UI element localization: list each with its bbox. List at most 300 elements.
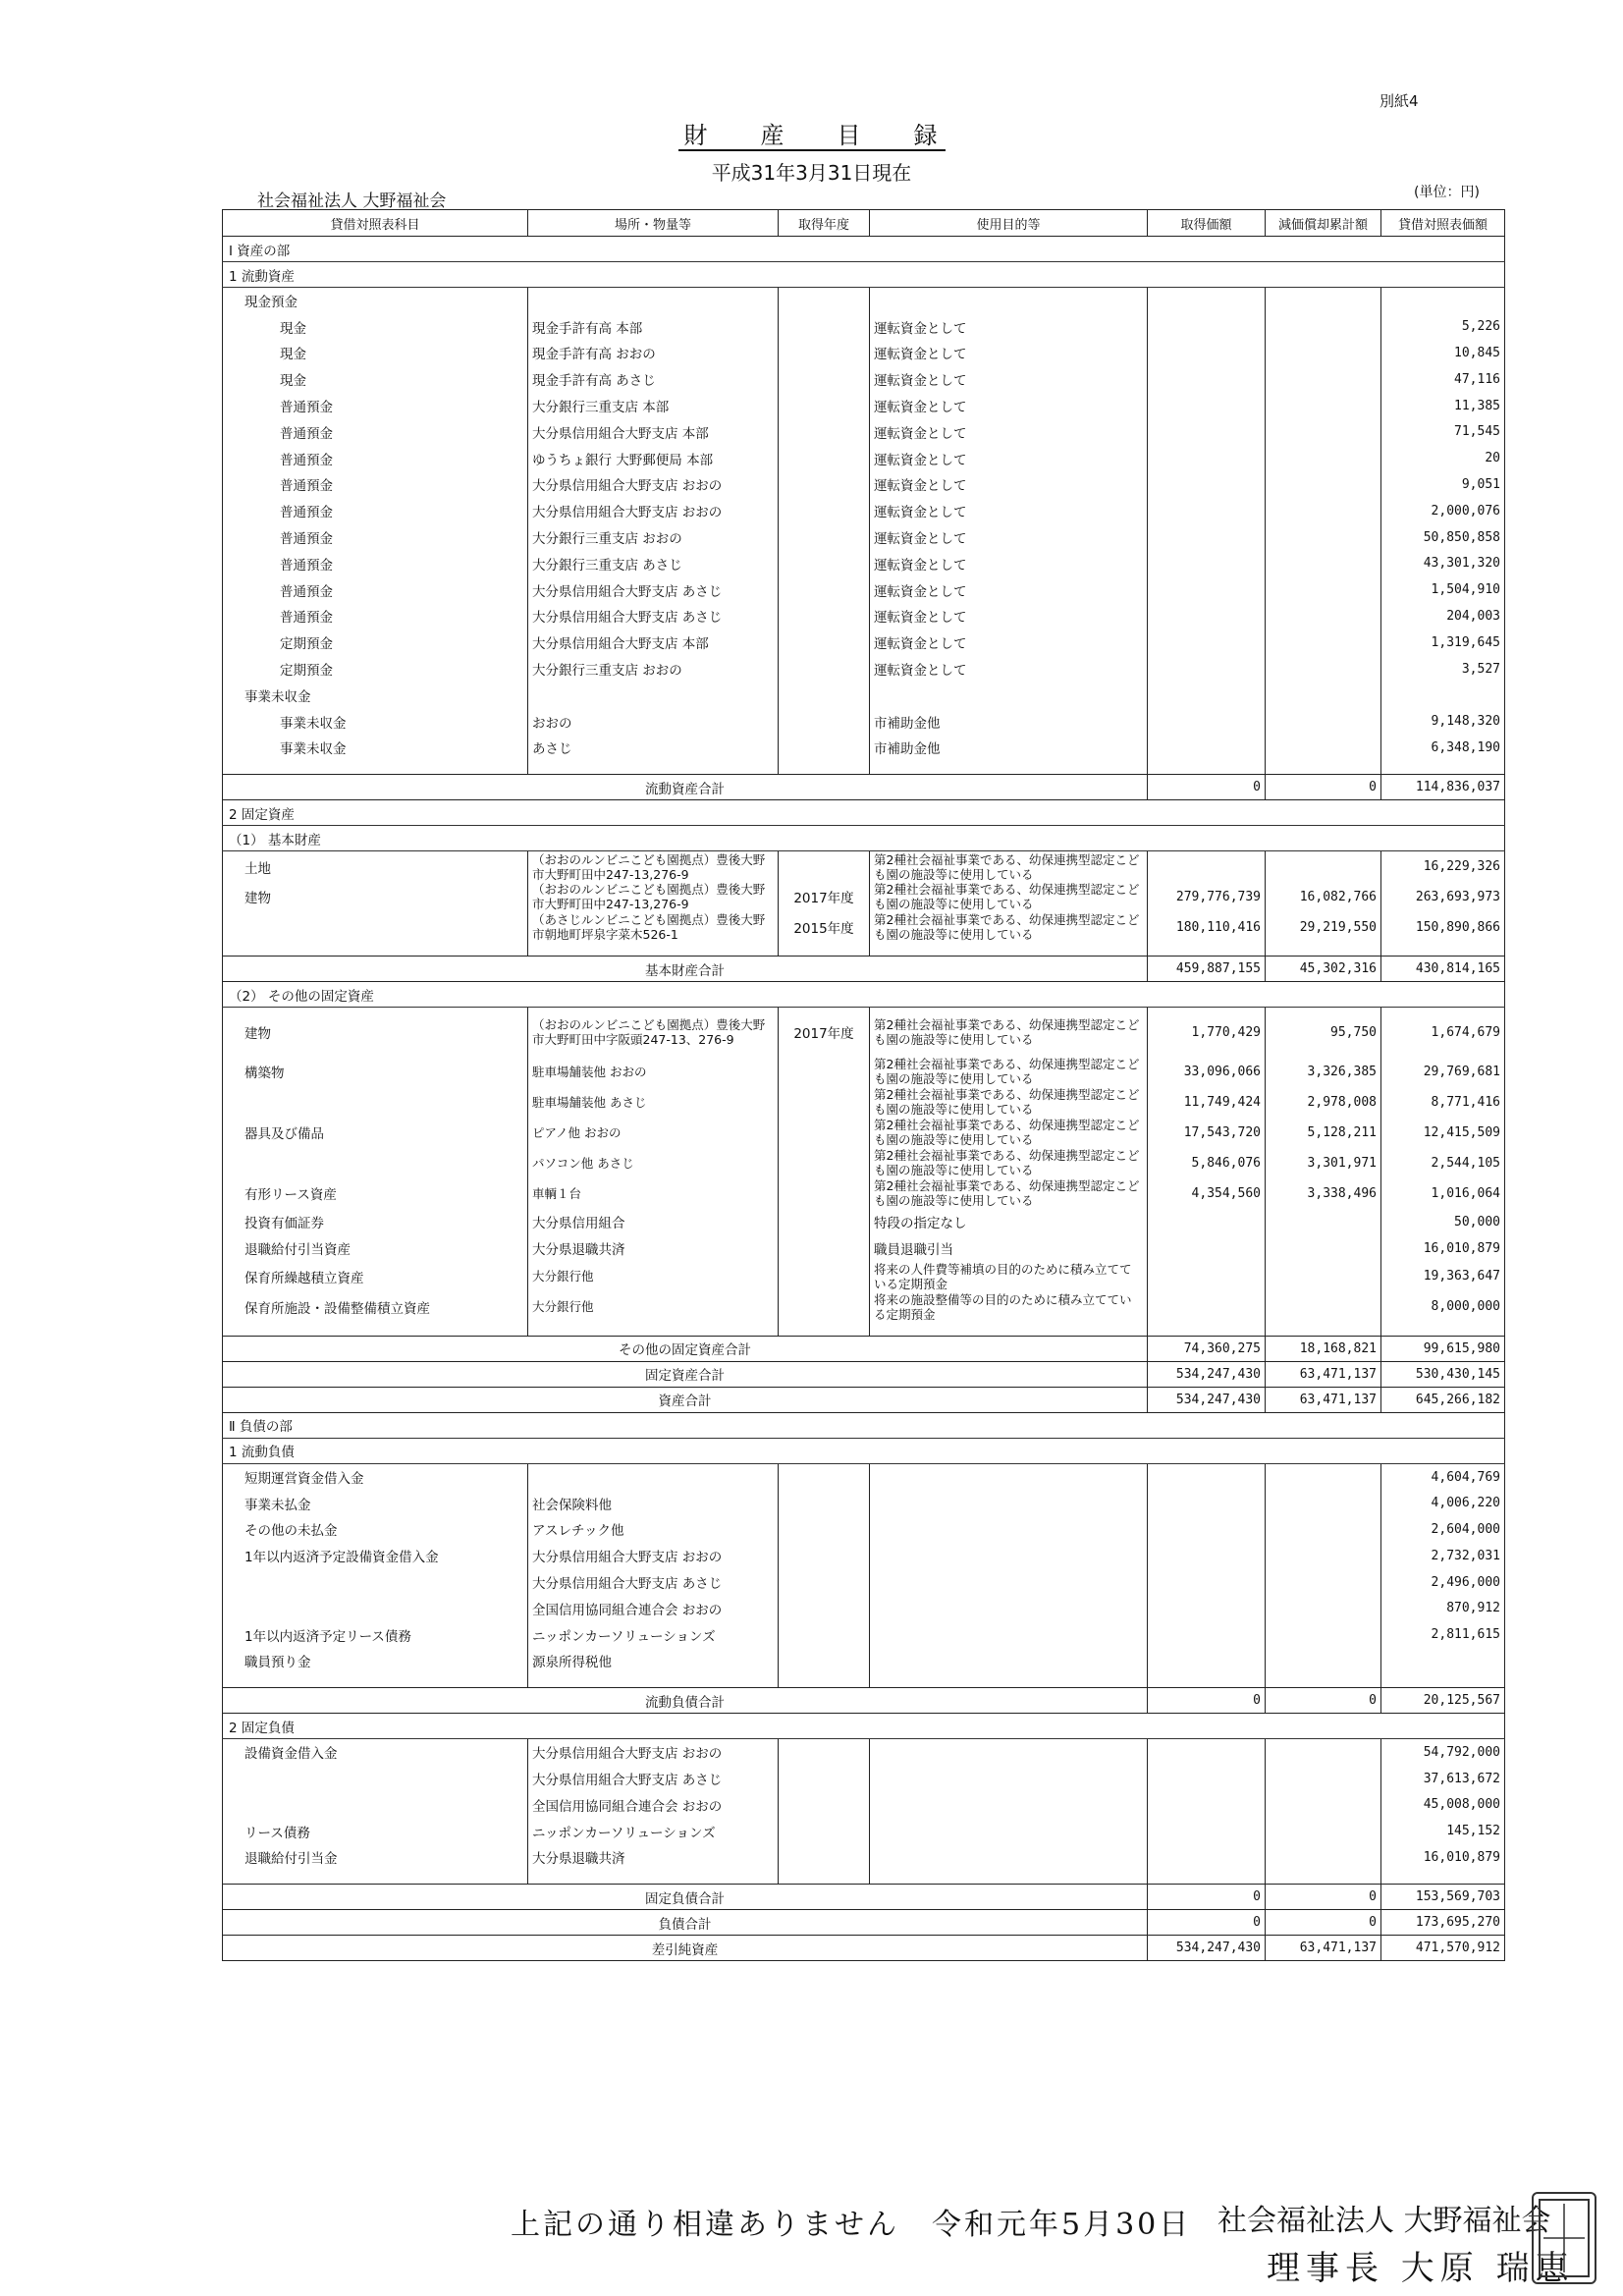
cell-depreciation: 3,338,496 <box>1266 1178 1381 1209</box>
cell-acquisition-cost <box>1148 708 1266 735</box>
table-row <box>223 576 1505 603</box>
header-year: 取得年度 <box>779 210 870 237</box>
section-row <box>223 1438 1505 1463</box>
cell-year <box>779 1818 870 1844</box>
table-row <box>223 912 1505 943</box>
cell-book-value: 16,229,326 <box>1381 851 1505 882</box>
cell-account: リース債務 <box>223 1818 528 1844</box>
total-row <box>223 1336 1505 1361</box>
cell-account: 定期預金 <box>223 629 528 656</box>
spacer-row <box>223 1871 1505 1885</box>
cell-purpose: 特段の指定なし <box>870 1209 1148 1235</box>
cell-purpose: 市補助金他 <box>870 735 1148 761</box>
cell-account: 構築物 <box>223 1057 528 1087</box>
spacer-cell <box>223 1871 528 1885</box>
cell-account <box>223 1569 528 1596</box>
official-seal <box>1532 2192 1596 2284</box>
cell-account: 有形リース資産 <box>223 1178 528 1209</box>
cell-purpose: 市補助金他 <box>870 708 1148 735</box>
cell-depreciation <box>1266 708 1381 735</box>
total-book-value: 114,836,037 <box>1381 775 1505 800</box>
cell-year <box>779 1844 870 1871</box>
total-acquisition-cost: 0 <box>1148 775 1266 800</box>
cell-purpose <box>870 1516 1148 1543</box>
cell-book-value: 2,732,031 <box>1381 1543 1505 1569</box>
cell-depreciation <box>1266 1261 1381 1291</box>
cell-year <box>779 1087 870 1118</box>
cell-acquisition-cost: 1,770,429 <box>1148 1008 1266 1057</box>
cell-account: 事業未払金 <box>223 1490 528 1516</box>
total-depreciation: 0 <box>1266 1910 1381 1936</box>
cell-acquisition-cost <box>1148 851 1266 882</box>
cell-acquisition-cost <box>1148 603 1266 629</box>
cell-book-value: 50,000 <box>1381 1209 1505 1235</box>
cell-acquisition-cost <box>1148 550 1266 576</box>
cell-depreciation <box>1266 445 1381 471</box>
cell-depreciation <box>1266 393 1381 419</box>
table-row <box>223 1543 1505 1569</box>
cell-year <box>779 735 870 761</box>
cell-location <box>528 682 779 708</box>
total-book-value: 20,125,567 <box>1381 1688 1505 1714</box>
table-row <box>223 1148 1505 1178</box>
cell-purpose: 第2種社会福祉事業である、幼保連携型認定こども園の施設等に使用している <box>870 1008 1148 1057</box>
cell-year <box>779 603 870 629</box>
cell-location <box>528 1463 779 1490</box>
cell-acquisition-cost <box>1148 366 1266 393</box>
cell-depreciation <box>1266 1739 1381 1766</box>
cell-book-value: 6,348,190 <box>1381 735 1505 761</box>
total-book-value: 99,615,980 <box>1381 1336 1505 1361</box>
cell-location: 大分県信用組合大野支店 本部 <box>528 629 779 656</box>
total-acquisition-cost: 534,247,430 <box>1148 1936 1266 1961</box>
cell-purpose: 運転資金として <box>870 418 1148 445</box>
table-row <box>223 498 1505 524</box>
cell-purpose: 運転資金として <box>870 366 1148 393</box>
cell-book-value: 19,363,647 <box>1381 1261 1505 1291</box>
cell-year <box>779 656 870 683</box>
total-row <box>223 957 1505 982</box>
section-row <box>223 1412 1505 1438</box>
cell-year <box>779 1235 870 1262</box>
cell-year <box>779 1057 870 1087</box>
spacer-cell <box>1266 1871 1381 1885</box>
cell-location: 大分県信用組合大野支店 あさじ <box>528 603 779 629</box>
cell-year <box>779 1791 870 1818</box>
cell-year <box>779 1463 870 1490</box>
spacer-cell <box>779 1674 870 1688</box>
cell-account: 現金 <box>223 313 528 340</box>
total-row <box>223 775 1505 800</box>
cell-book-value: 3,527 <box>1381 656 1505 683</box>
cell-book-value: 9,051 <box>1381 471 1505 498</box>
cell-purpose <box>870 1621 1148 1648</box>
cell-book-value: 2,000,076 <box>1381 498 1505 524</box>
section-label: （1） 基本財産 <box>223 826 1505 851</box>
cell-year <box>779 313 870 340</box>
table-row <box>223 1621 1505 1648</box>
cell-book-value: 5,226 <box>1381 313 1505 340</box>
cell-location: アスレチック他 <box>528 1516 779 1543</box>
cell-location: （おおのルンビニこども園拠点）豊後大野市大野町田中247-13,276-9 <box>528 851 779 882</box>
table-row <box>223 1844 1505 1871</box>
cell-book-value: 4,006,220 <box>1381 1490 1505 1516</box>
cell-depreciation <box>1266 682 1381 708</box>
spacer-cell <box>779 1322 870 1336</box>
cell-purpose: 第2種社会福祉事業である、幼保連携型認定こども園の施設等に使用している <box>870 1118 1148 1148</box>
cell-account: 保育所施設・設備整備積立資産 <box>223 1291 528 1322</box>
cell-depreciation <box>1266 656 1381 683</box>
cell-acquisition-cost <box>1148 682 1266 708</box>
spacer-cell <box>528 1871 779 1885</box>
seal-mark <box>1534 2194 1595 2282</box>
cell-acquisition-cost <box>1148 1463 1266 1490</box>
cell-year <box>779 682 870 708</box>
cell-location: ニッポンカーソリューションズ <box>528 1621 779 1648</box>
cell-account: 普通預金 <box>223 550 528 576</box>
cell-purpose <box>870 1543 1148 1569</box>
cell-purpose: 職員退職引当 <box>870 1235 1148 1262</box>
total-book-value: 530,430,145 <box>1381 1361 1505 1387</box>
spacer-cell <box>223 943 528 957</box>
spacer-cell <box>1266 943 1381 957</box>
as-of-date: 平成31年3月31日現在 <box>711 161 912 185</box>
header-account: 貸借対照表科目 <box>223 210 528 237</box>
total-row <box>223 1361 1505 1387</box>
cell-location: （おおのルンビニこども園拠点）豊後大野市大野町田中字阪頭247-13、276-9 <box>528 1008 779 1057</box>
table-row <box>223 418 1505 445</box>
cell-acquisition-cost: 11,749,424 <box>1148 1087 1266 1118</box>
unit-label: (単位：円) <box>1414 185 1480 200</box>
total-label: 固定負債合計 <box>223 1885 1148 1910</box>
table-row <box>223 1087 1505 1118</box>
total-label: 固定資産合計 <box>223 1361 1148 1387</box>
cell-year <box>779 1516 870 1543</box>
cell-purpose: 第2種社会福祉事業である、幼保連携型認定こども園の施設等に使用している <box>870 1087 1148 1118</box>
cell-purpose: 運転資金として <box>870 313 1148 340</box>
cell-year <box>779 1595 870 1621</box>
section-label: （2） その他の固定資産 <box>223 982 1505 1008</box>
cell-book-value: 9,148,320 <box>1381 708 1505 735</box>
spacer-cell <box>528 943 779 957</box>
cell-book-value: 1,319,645 <box>1381 629 1505 656</box>
cell-acquisition-cost <box>1148 1516 1266 1543</box>
cell-year <box>779 550 870 576</box>
cell-purpose: 第2種社会福祉事業である、幼保連携型認定こども園の施設等に使用している <box>870 882 1148 912</box>
spacer-cell <box>1381 1674 1505 1688</box>
table-row <box>223 1261 1505 1291</box>
header-purpose: 使用目的等 <box>870 210 1148 237</box>
cell-account: 設備資金借入金 <box>223 1739 528 1766</box>
cell-book-value <box>1381 1648 1505 1674</box>
cell-book-value: 16,010,879 <box>1381 1844 1505 1871</box>
cell-book-value: 54,792,000 <box>1381 1739 1505 1766</box>
table-row <box>223 1209 1505 1235</box>
spacer-cell <box>223 1674 528 1688</box>
cell-acquisition-cost <box>1148 1490 1266 1516</box>
cell-location: （おおのルンビニこども園拠点）豊後大野市大野町田中247-13,276-9 <box>528 882 779 912</box>
cell-book-value: 43,301,320 <box>1381 550 1505 576</box>
total-acquisition-cost: 0 <box>1148 1910 1266 1936</box>
cell-location: 大分県信用組合大野支店 おおの <box>528 1739 779 1766</box>
cell-account: 普通預金 <box>223 498 528 524</box>
cell-purpose <box>870 1739 1148 1766</box>
total-book-value: 430,814,165 <box>1381 957 1505 982</box>
section-row <box>223 237 1505 262</box>
cell-account: 事業未収金 <box>223 682 528 708</box>
total-row <box>223 1688 1505 1714</box>
cell-book-value <box>1381 288 1505 314</box>
cell-purpose: 運転資金として <box>870 550 1148 576</box>
table-row <box>223 1008 1505 1057</box>
cell-book-value: 2,496,000 <box>1381 1569 1505 1596</box>
cell-purpose <box>870 1490 1148 1516</box>
table-body <box>223 210 1505 1961</box>
closing-statement: 上記の通り相違ありません 令和元年5月30日 <box>511 2208 1192 2242</box>
cell-location: おおの <box>528 708 779 735</box>
cell-book-value: 11,385 <box>1381 393 1505 419</box>
cell-purpose: 第2種社会福祉事業である、幼保連携型認定こども園の施設等に使用している <box>870 851 1148 882</box>
spacer-cell <box>870 943 1148 957</box>
spacer-cell <box>779 761 870 775</box>
spacer-cell <box>1266 1674 1381 1688</box>
cell-depreciation <box>1266 1516 1381 1543</box>
cell-location: 大分県退職共済 <box>528 1235 779 1262</box>
table-row <box>223 313 1505 340</box>
cell-purpose: 第2種社会福祉事業である、幼保連携型認定こども園の施設等に使用している <box>870 1057 1148 1087</box>
cell-purpose: 第2種社会福祉事業である、幼保連携型認定こども園の施設等に使用している <box>870 1178 1148 1209</box>
cell-depreciation <box>1266 1595 1381 1621</box>
spacer-cell <box>870 1871 1148 1885</box>
cell-account <box>223 1766 528 1792</box>
cell-location: 大分県信用組合大野支店 あさじ <box>528 576 779 603</box>
total-depreciation: 45,302,316 <box>1266 957 1381 982</box>
cell-book-value: 2,811,615 <box>1381 1621 1505 1648</box>
table-row <box>223 1235 1505 1262</box>
cell-book-value: 37,613,672 <box>1381 1766 1505 1792</box>
cell-account <box>223 1595 528 1621</box>
cell-location: 大分県信用組合 <box>528 1209 779 1235</box>
cell-year <box>779 1261 870 1291</box>
cell-location: 現金手許有高 あさじ <box>528 366 779 393</box>
cell-year <box>779 1209 870 1235</box>
spacer-cell <box>870 1674 1148 1688</box>
cell-acquisition-cost: 180,110,416 <box>1148 912 1266 943</box>
cell-acquisition-cost <box>1148 1818 1266 1844</box>
cell-book-value: 8,000,000 <box>1381 1291 1505 1322</box>
table-row <box>223 288 1505 314</box>
cell-year: 2017年度 <box>779 1008 870 1057</box>
cell-location: 大分県信用組合大野支店 本部 <box>528 418 779 445</box>
cell-book-value: 1,016,064 <box>1381 1178 1505 1209</box>
cell-purpose <box>870 1818 1148 1844</box>
cell-year <box>779 445 870 471</box>
cell-book-value: 8,771,416 <box>1381 1087 1505 1118</box>
cell-book-value: 71,545 <box>1381 418 1505 445</box>
cell-account: 退職給付引当資産 <box>223 1235 528 1262</box>
table-row <box>223 471 1505 498</box>
cell-depreciation <box>1266 1844 1381 1871</box>
table-row <box>223 629 1505 656</box>
cell-acquisition-cost <box>1148 1291 1266 1322</box>
total-depreciation: 63,471,137 <box>1266 1361 1381 1387</box>
cell-location: 大分県信用組合大野支店 おおの <box>528 498 779 524</box>
page-title <box>0 116 1623 150</box>
cell-purpose: 運転資金として <box>870 524 1148 551</box>
cell-depreciation <box>1266 603 1381 629</box>
cell-acquisition-cost: 33,096,066 <box>1148 1057 1266 1087</box>
cell-location: 大分銀行三重支店 本部 <box>528 393 779 419</box>
total-acquisition-cost: 74,360,275 <box>1148 1336 1266 1361</box>
cell-account: 1年以内返済予定設備資金借入金 <box>223 1543 528 1569</box>
cell-location: あさじ <box>528 735 779 761</box>
cell-purpose: 運転資金として <box>870 340 1148 366</box>
cell-account: 保育所繰越積立資産 <box>223 1261 528 1291</box>
cell-acquisition-cost <box>1148 418 1266 445</box>
cell-location: 大分銀行三重支店 おおの <box>528 524 779 551</box>
cell-account: 退職給付引当金 <box>223 1844 528 1871</box>
cell-acquisition-cost <box>1148 1235 1266 1262</box>
cell-year <box>779 366 870 393</box>
total-depreciation: 18,168,821 <box>1266 1336 1381 1361</box>
table-header-row <box>223 210 1505 237</box>
cell-purpose: 将来の施設整備等の目的のために積み立てている定期預金 <box>870 1291 1148 1322</box>
table-row <box>223 1178 1505 1209</box>
cell-account <box>223 1148 528 1178</box>
total-label: 資産合計 <box>223 1387 1148 1412</box>
cell-book-value: 870,912 <box>1381 1595 1505 1621</box>
total-label: 差引純資産 <box>223 1936 1148 1961</box>
table-row <box>223 1463 1505 1490</box>
cell-book-value: 1,504,910 <box>1381 576 1505 603</box>
section-row <box>223 262 1505 288</box>
cell-acquisition-cost <box>1148 393 1266 419</box>
cell-account <box>223 912 528 943</box>
cell-acquisition-cost <box>1148 1844 1266 1871</box>
document-number: 別紙4 <box>1380 92 1419 110</box>
cell-location: 大分県信用組合大野支店 あさじ <box>528 1569 779 1596</box>
cell-book-value: 2,544,105 <box>1381 1148 1505 1178</box>
cell-depreciation <box>1266 471 1381 498</box>
header-depreciation: 減価償却累計額 <box>1266 210 1381 237</box>
cell-purpose <box>870 1569 1148 1596</box>
cell-acquisition-cost <box>1148 340 1266 366</box>
cell-location: 全国信用協同組合連合会 おおの <box>528 1595 779 1621</box>
cell-account: 1年以内返済予定リース債務 <box>223 1621 528 1648</box>
total-acquisition-cost: 0 <box>1148 1885 1266 1910</box>
cell-book-value: 16,010,879 <box>1381 1235 1505 1262</box>
table-row <box>223 1057 1505 1087</box>
cell-acquisition-cost <box>1148 1739 1266 1766</box>
section-label: 2 固定負債 <box>223 1714 1505 1739</box>
section-row <box>223 982 1505 1008</box>
table-row <box>223 550 1505 576</box>
section-label: 2 固定資産 <box>223 800 1505 826</box>
spacer-cell <box>528 1322 779 1336</box>
cell-book-value: 29,769,681 <box>1381 1057 1505 1087</box>
cell-acquisition-cost: 5,846,076 <box>1148 1148 1266 1178</box>
cell-account: 普通預金 <box>223 393 528 419</box>
cell-account: 普通預金 <box>223 524 528 551</box>
cell-location: 現金手許有高 おおの <box>528 340 779 366</box>
total-book-value: 645,266,182 <box>1381 1387 1505 1412</box>
cell-account: 定期預金 <box>223 656 528 683</box>
signer-name: 理事長 大原 瑞恵 <box>1267 2249 1575 2288</box>
cell-account: 器具及び備品 <box>223 1118 528 1148</box>
cell-depreciation: 3,326,385 <box>1266 1057 1381 1087</box>
cell-account: 普通預金 <box>223 576 528 603</box>
cell-acquisition-cost <box>1148 1621 1266 1648</box>
cell-acquisition-cost <box>1148 288 1266 314</box>
cell-acquisition-cost <box>1148 498 1266 524</box>
cell-purpose <box>870 1791 1148 1818</box>
cell-depreciation <box>1266 1490 1381 1516</box>
header-book-value: 貸借対照表価額 <box>1381 210 1505 237</box>
spacer-row <box>223 761 1505 775</box>
total-depreciation: 0 <box>1266 1885 1381 1910</box>
cell-account <box>223 1791 528 1818</box>
cell-purpose: 将来の人件費等補填の目的のために積み立てている定期預金 <box>870 1261 1148 1291</box>
cell-acquisition-cost <box>1148 1569 1266 1596</box>
cell-book-value: 204,003 <box>1381 603 1505 629</box>
cell-purpose: 運転資金として <box>870 393 1148 419</box>
cell-location: 大分銀行三重支店 おおの <box>528 656 779 683</box>
cell-year <box>779 1648 870 1674</box>
cell-location: （あさじルンビニこども園拠点）豊後大野市朝地町坪泉字菜木526-1 <box>528 912 779 943</box>
spacer-cell <box>1381 1322 1505 1336</box>
table-row <box>223 1490 1505 1516</box>
cell-depreciation <box>1266 524 1381 551</box>
table-row <box>223 366 1505 393</box>
property-inventory-table <box>222 209 1505 1961</box>
cell-location: ゆうちょ銀行 大野郵便局 本部 <box>528 445 779 471</box>
table-row <box>223 1516 1505 1543</box>
section-label: Ⅱ 負債の部 <box>223 1412 1505 1438</box>
cell-depreciation <box>1266 1543 1381 1569</box>
cell-location: ニッポンカーソリューションズ <box>528 1818 779 1844</box>
cell-year <box>779 1291 870 1322</box>
total-label: 流動負債合計 <box>223 1688 1148 1714</box>
spacer-cell <box>779 1871 870 1885</box>
cell-acquisition-cost <box>1148 1209 1266 1235</box>
spacer-cell <box>1381 943 1505 957</box>
cell-year <box>779 288 870 314</box>
cell-depreciation <box>1266 418 1381 445</box>
spacer-cell <box>1148 943 1266 957</box>
section-label: 1 流動資産 <box>223 262 1505 288</box>
table-row <box>223 1291 1505 1322</box>
cell-acquisition-cost: 279,776,739 <box>1148 882 1266 912</box>
table-row <box>223 1118 1505 1148</box>
cell-account: 現金 <box>223 366 528 393</box>
spacer-cell <box>1148 1322 1266 1336</box>
total-book-value: 153,569,703 <box>1381 1885 1505 1910</box>
cell-book-value: 2,604,000 <box>1381 1516 1505 1543</box>
spacer-cell <box>1381 1871 1505 1885</box>
cell-year <box>779 1178 870 1209</box>
cell-depreciation <box>1266 288 1381 314</box>
cell-location: 大分銀行他 <box>528 1261 779 1291</box>
table-row <box>223 1791 1505 1818</box>
cell-purpose: 運転資金として <box>870 445 1148 471</box>
cell-purpose: 運転資金として <box>870 656 1148 683</box>
cell-depreciation <box>1266 851 1381 882</box>
table-row <box>223 1569 1505 1596</box>
cell-book-value: 1,674,679 <box>1381 1008 1505 1057</box>
section-row <box>223 826 1505 851</box>
cell-depreciation: 2,978,008 <box>1266 1087 1381 1118</box>
cell-book-value: 12,415,509 <box>1381 1118 1505 1148</box>
